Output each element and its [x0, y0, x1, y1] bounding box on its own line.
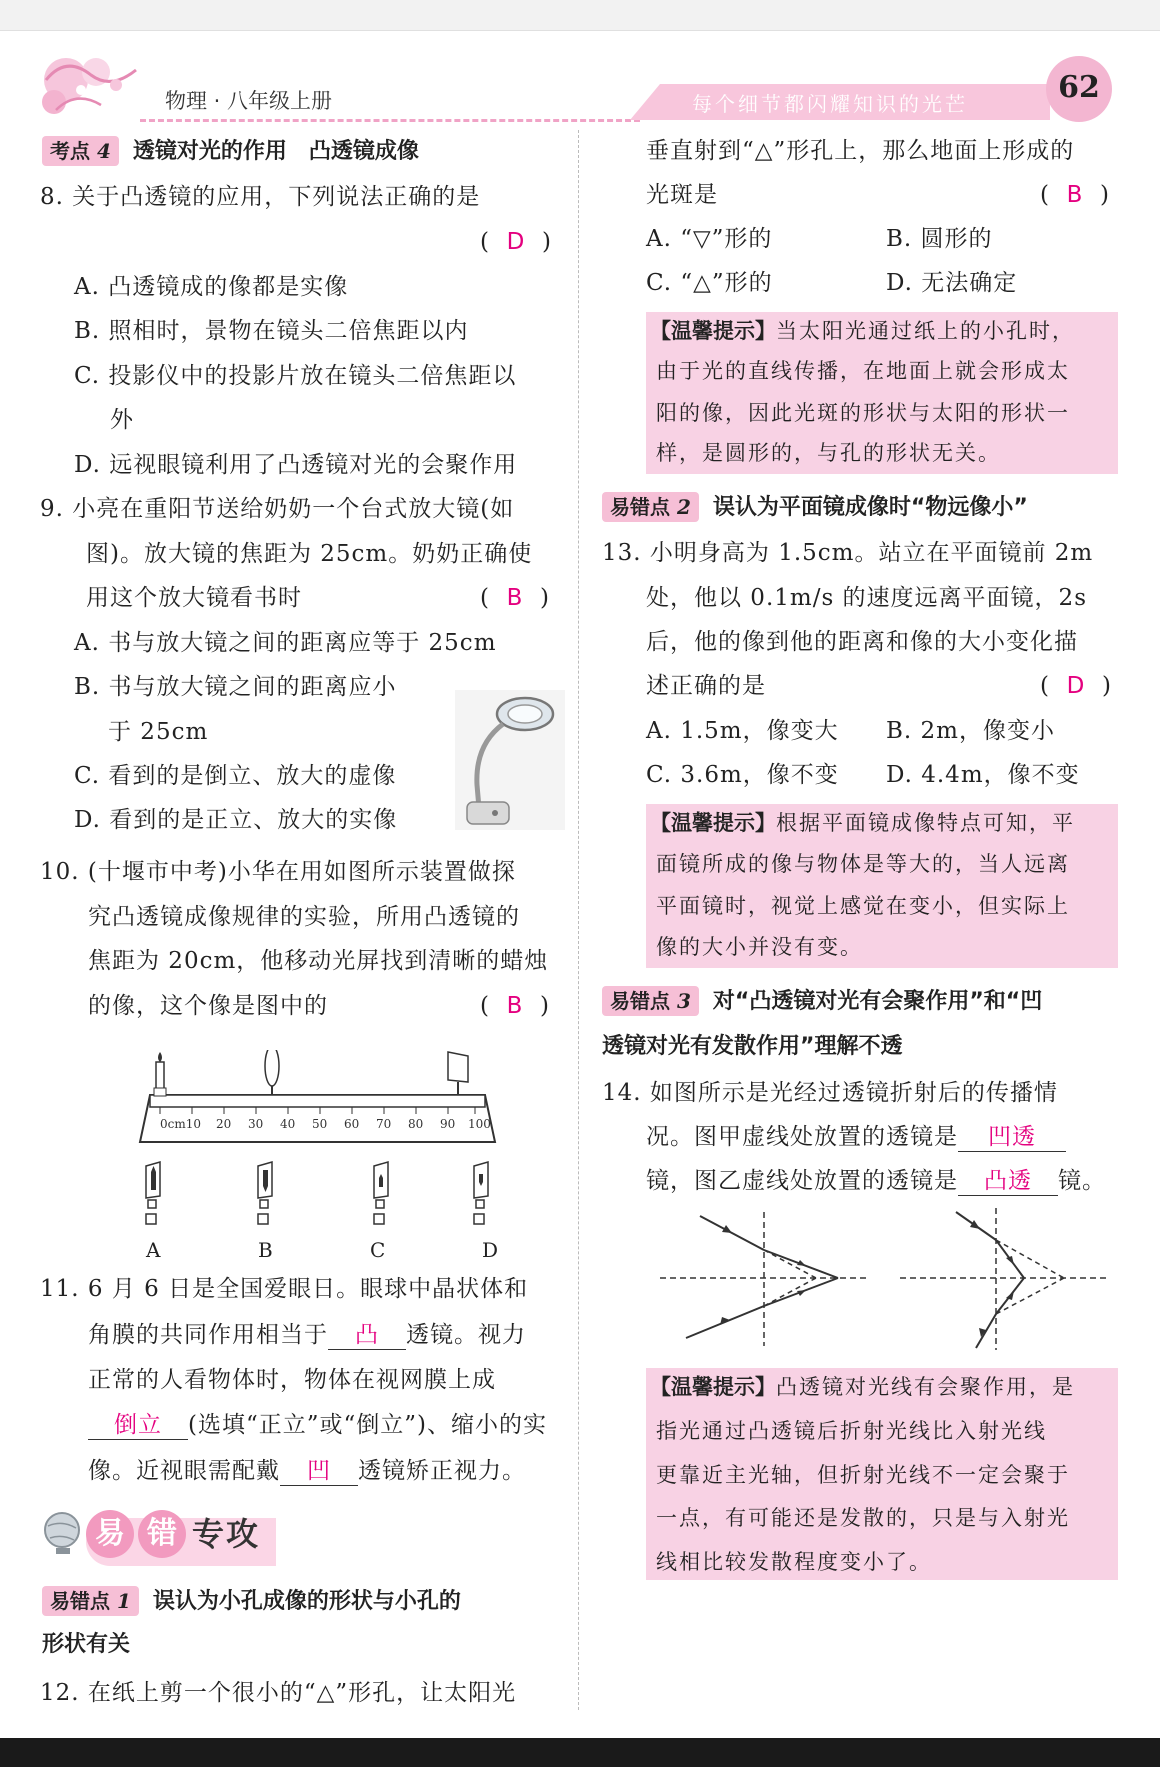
q11-stem-5: 像。近视眼需配戴 凹 透镜矫正视力。: [88, 1458, 526, 1484]
q11-blank-2: 倒立: [88, 1411, 188, 1440]
tip-3-line-4: 一点，有可能还是发散的，只是与入射光: [656, 1506, 1070, 1530]
ruler-tick-50: 50: [312, 1117, 328, 1131]
ruler-tick-80: 80: [408, 1117, 424, 1131]
yicuo-2-tag: 易错点 2: [602, 492, 699, 522]
q12-answer: ( B ): [1040, 182, 1110, 208]
section-yicuo-2: 易错点 2 误认为平面镜成像时“物远像小”: [602, 492, 1028, 523]
q13-stem-3: 后，他的像到他的距离和像的大小变化描: [646, 629, 1078, 655]
q10-stem-3: 焦距为 20cm，他移动光屏找到清晰的蜡烛: [88, 948, 549, 974]
ruler-tick-20: 20: [216, 1117, 232, 1131]
tip-3-line-2: 指光通过凸透镜后折射光线比入射光线: [656, 1419, 1047, 1443]
q14-stem-1: 14. 如图所示是光经过透镜折射后的传播情: [602, 1080, 1058, 1106]
q9-option-b: B. 书与放大镜之间的距离应小: [74, 674, 397, 700]
globe-icon: [40, 1510, 86, 1556]
ruler-tick-100: 100: [468, 1117, 491, 1131]
q9-option-a: A. 书与放大镜之间的距离应等于 25cm: [74, 630, 497, 656]
section-yicuo-1-cont: 形状有关: [42, 1632, 131, 1657]
q13-stem-2: 处，他以 0.1m/s 的速度远离平面镜，2s: [646, 585, 1087, 611]
ruler-tick-70: 70: [376, 1117, 392, 1131]
q8-option-b: B. 照相时，景物在镜头二倍焦距以内: [74, 318, 469, 344]
kaodian-tag: 考点 4: [42, 136, 119, 166]
book-title: 物理 · 八年级上册: [165, 89, 333, 113]
q10-stem-4: 的像，这个像是图中的: [88, 993, 328, 1019]
section-yicuo-1: 易错点 1 误认为小孔成像的形状与小孔的: [42, 1586, 461, 1617]
ruler-tick-40: 40: [280, 1117, 296, 1131]
section-kaodian-4: 考点 4 透镜对光的作用 凸透镜成像: [42, 136, 419, 167]
tip-3-line-1: 【温馨提示】凸透镜对光线有会聚作用，是: [650, 1375, 1075, 1399]
tip-2-line-2: 面镜所成的像与物体是等大的，当人远离: [656, 852, 1070, 876]
q12-option-a: A. “▽”形的: [646, 226, 773, 252]
tip-2-line-1: 【温馨提示】根据平面镜成像特点可知，平: [650, 811, 1075, 835]
q9-stem-1: 9. 小亮在重阳节送给奶奶一个台式放大镜(如: [40, 496, 515, 522]
q10-option-b-label: B: [258, 1238, 273, 1262]
column-separator: [578, 130, 579, 1710]
q14-blank-2: 凸透: [958, 1167, 1058, 1196]
q11-stem-1: 11. 6 月 6 日是全国爱眼日。眼球中晶状体和: [40, 1276, 529, 1302]
tip-3-line-3: 更靠近主光轴，但折射光线不一定会聚于: [656, 1463, 1070, 1487]
yicuo-3-tag: 易错点 3: [602, 986, 699, 1016]
q13-stem-1: 13. 小明身高为 1.5cm。站立在平面镜前 2m: [602, 540, 1094, 566]
q10-option-d-label: D: [482, 1238, 499, 1262]
tip-2-line-4: 像的大小并没有变。: [656, 935, 863, 959]
q12-option-c: C. “△”形的: [646, 270, 773, 296]
ruler-tick-0: 0cm10: [160, 1117, 202, 1131]
q11-stem-4: 倒立 (选填“正立”或“倒立”)、缩小的实: [88, 1410, 547, 1440]
tip-1-line-1: 【温馨提示】当太阳光通过纸上的小孔时，: [650, 319, 1075, 343]
q9-stem-3: 用这个放大镜看书时: [86, 585, 302, 611]
q13-answer: ( D ): [1040, 673, 1112, 699]
q9-option-b-cont: 于 25cm: [108, 719, 209, 745]
q8-option-a: A. 凸透镜成的像都是实像: [74, 274, 349, 300]
desk-magnifier-image: [455, 690, 565, 830]
viewer-top-bar: [0, 0, 1160, 31]
ruler-tick-60: 60: [344, 1117, 360, 1131]
viewer-bottom-bar: [0, 1738, 1160, 1767]
q12-stem-2: 垂直射到“△”形孔上，那么地面上形成的: [646, 138, 1075, 164]
section-yicuo-3: 易错点 3 对“凸透镜对光有会聚作用”和“凹: [602, 986, 1042, 1017]
q10-answer: ( B ): [480, 993, 550, 1019]
page-number: 62: [1058, 70, 1100, 105]
q14-blank-1: 凹透: [958, 1123, 1066, 1152]
q13-stem-4: 述正确的是: [646, 673, 766, 699]
q9-option-d: D. 看到的是正立、放大的实像: [74, 807, 398, 833]
yicuo-1-tag: 易错点 1: [42, 1586, 139, 1616]
q8-option-c: C. 投影仪中的投影片放在镜头二倍焦距以: [74, 363, 517, 389]
q13-option-c: C. 3.6m，像不变: [646, 762, 839, 788]
q10-stem-1: 10. (十堰市中考)小华在用如图所示装置做探: [40, 859, 516, 885]
q12-option-d: D. 无法确定: [886, 270, 1018, 296]
q9-option-c: C. 看到的是倒立、放大的虚像: [74, 763, 397, 789]
tip-1-line-2: 由于光的直线传播，在地面上就会形成太: [656, 359, 1070, 383]
banner-circle-2: 错: [138, 1510, 186, 1558]
q13-option-d: D. 4.4m，像不变: [886, 762, 1080, 788]
q13-option-a: A. 1.5m，像变大: [646, 718, 839, 744]
q11-blank-1: 凸: [328, 1321, 406, 1350]
q10-stem-2: 究凸透镜成像规律的实验，所用凸透镜的: [88, 904, 520, 930]
ray-diagram-yi: [896, 1206, 1110, 1354]
q12-stem-3: 光斑是: [646, 182, 718, 208]
q8-answer: ( D ): [480, 229, 552, 255]
header-dashed-line: [140, 119, 640, 122]
q8-stem: 8. 关于凸透镜的应用，下列说法正确的是: [40, 184, 481, 210]
tip-2-line-3: 平面镜时，视觉上感觉在变小，但实际上: [656, 894, 1070, 918]
tip-3-line-5: 线相比较发散程度变小了。: [656, 1550, 932, 1574]
header-floral-ornament: [36, 50, 146, 125]
q10-image-cards: [130, 1160, 510, 1240]
q14-stem-3: 镜，图乙虚线处放置的透镜是 凸透 镜。: [646, 1168, 1106, 1194]
ruler-tick-90: 90: [440, 1117, 456, 1131]
q11-blank-3: 凹: [280, 1457, 358, 1486]
q12-option-b: B. 圆形的: [886, 226, 993, 252]
q14-stem-2: 况。图甲虚线处放置的透镜是 凹透: [646, 1122, 1066, 1152]
section-yicuo-3-cont: 透镜对光有发散作用”理解不透: [602, 1034, 903, 1059]
ruler-tick-30: 30: [248, 1117, 264, 1131]
q12-stem-1: 12. 在纸上剪一个很小的“△”形孔，让太阳光: [40, 1680, 517, 1706]
q8-option-c-cont: 外: [110, 407, 134, 433]
banner-circle-1: 易: [86, 1510, 134, 1558]
q10-option-a-label: A: [146, 1238, 161, 1262]
ray-diagram-jia: [656, 1210, 870, 1350]
tip-1-line-3: 阳的像，因此光斑的形状与太阳的形状一: [656, 401, 1070, 425]
q13-option-b: B. 2m，像变小: [886, 718, 1055, 744]
q9-stem-2: 图)。放大镜的焦距为 25cm。奶奶正确使: [86, 541, 533, 567]
q11-stem-3: 正常的人看物体时，物体在视网膜上成: [88, 1367, 496, 1393]
q11-stem-2: 角膜的共同作用相当于 凸 透镜。视力: [88, 1322, 526, 1348]
q9-answer: ( B ): [480, 585, 550, 611]
q10-option-c-label: C: [370, 1238, 386, 1262]
q8-option-d: D. 远视眼镜利用了凸透镜对光的会聚作用: [74, 452, 518, 478]
tip-1-line-4: 样，是圆形的，与孔的形状无关。: [656, 441, 1001, 465]
header-slogan: 每个细节都闪耀知识的光芒: [692, 92, 968, 116]
banner-text: 专攻: [192, 1515, 261, 1553]
